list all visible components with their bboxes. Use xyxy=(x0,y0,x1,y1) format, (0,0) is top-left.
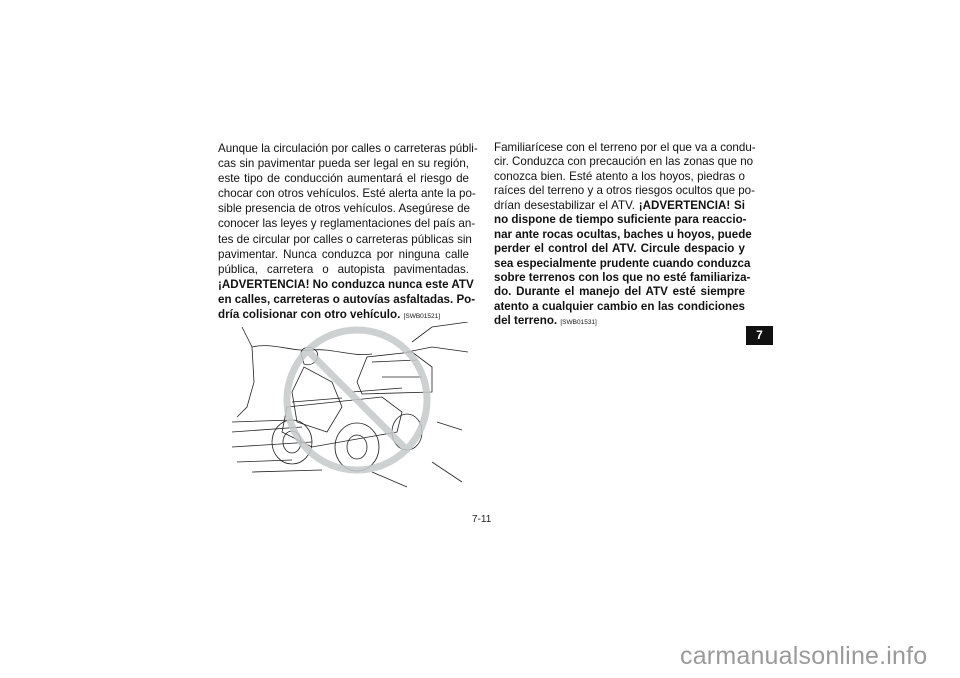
text-line xyxy=(494,170,745,184)
page-number: 7-11 xyxy=(472,514,492,525)
text-line xyxy=(494,227,752,242)
body-text: Aunque la circulación por calles o carreteras públi- xyxy=(218,142,478,155)
prohibited-atv-illustration-icon xyxy=(232,322,468,492)
body-text: sible presencia de otros vehículos. Asegúrese de xyxy=(218,202,470,216)
right-column-text xyxy=(494,141,756,329)
text-line xyxy=(218,247,469,262)
body-text: pavimentar. Nunca conduzca por ninguna calle xyxy=(218,247,469,261)
text-line xyxy=(218,232,472,247)
watermark: carmanualsonline.info xyxy=(680,642,928,670)
warning-code: [SWB01531] xyxy=(560,319,597,327)
warning-text: ¡ADVERTENCIA! Si xyxy=(638,198,745,212)
text-line xyxy=(218,171,469,186)
text-line xyxy=(494,314,745,328)
text-line xyxy=(218,156,469,171)
warning-text: do. Durante el manejo del ATV esté siempre xyxy=(494,285,745,299)
text-line xyxy=(494,300,745,314)
text-line xyxy=(218,262,469,277)
text-line xyxy=(218,186,476,201)
body-text: conocer las leyes y reglamentaciones del país an- xyxy=(218,217,476,231)
warning-text: ¡ADVERTENCIA! No conduzca nunca este ATV xyxy=(218,277,474,291)
text-line xyxy=(218,141,478,156)
body-text: drían desestabilizar el ATV. xyxy=(494,198,639,212)
body-text: conozca bien. Esté atento a los hoyos, piedras o xyxy=(494,169,745,183)
body-text: pública, carretera o autopista pavimentadas. xyxy=(218,262,469,276)
body-text: tes de circular por calles o carreteras públicas sin xyxy=(218,232,472,246)
text-line xyxy=(494,285,745,299)
warning-code: [SWB01521] xyxy=(403,313,441,321)
warning-text: del terreno. xyxy=(494,314,561,328)
body-text: Familiarícese con el terreno por el que va a condu- xyxy=(494,141,756,154)
text-line xyxy=(494,213,745,227)
warning-text: sea especialmente prudente cuando conduzca xyxy=(494,256,751,270)
text-line xyxy=(494,184,755,198)
warning-text: no dispone de tiempo suficiente para reaccio- xyxy=(494,213,747,227)
body-text: cas sin pavimentar pueda ser legal en su región, xyxy=(218,157,469,171)
text-line xyxy=(494,155,754,169)
body-text: este tipo de conducción aumentará el riesgo de xyxy=(218,172,469,186)
warning-text: atento a cualquier cambio en las condiciones xyxy=(494,299,745,313)
warning-text: en calles, carreteras o autovías asfaltadas. Po- xyxy=(218,292,476,306)
text-line xyxy=(218,307,469,322)
text-line xyxy=(218,277,474,292)
text-line xyxy=(218,292,476,307)
text-line xyxy=(494,141,756,155)
body-text: raíces del terreno y a otros riesgos ocultos que po- xyxy=(494,184,755,198)
text-line xyxy=(218,216,476,231)
text-line xyxy=(494,199,745,213)
left-column-text xyxy=(218,141,478,322)
warning-text: perder el control del ATV. Circule despacio y xyxy=(494,242,745,256)
warning-text: sobre terrenos con los que no esté familiariza- xyxy=(494,270,751,284)
text-line xyxy=(494,242,745,256)
text-line xyxy=(494,256,751,271)
warning-text: dría colisionar con otro vehículo. xyxy=(218,308,404,322)
body-text: chocar con otros vehículos. Esté alerta ante la po- xyxy=(218,187,476,201)
body-text: cir. Conduzca con precaución en las zonas que no xyxy=(494,155,754,169)
warning-text: nar ante rocas ocultas, baches u hoyos, puede xyxy=(494,227,752,241)
chapter-tab: 7 xyxy=(746,326,773,345)
text-line xyxy=(218,201,469,216)
text-line xyxy=(494,270,751,285)
